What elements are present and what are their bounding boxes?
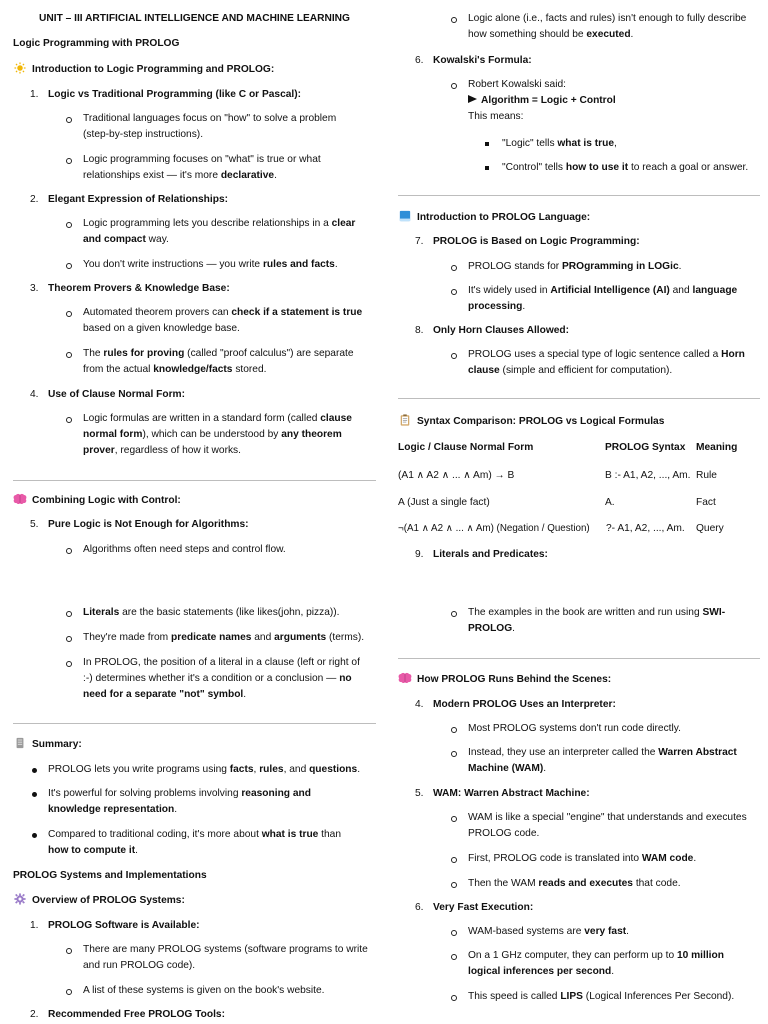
text: , and xyxy=(283,764,310,775)
text: Warren Abstract xyxy=(658,747,737,758)
overview-item-2-number: 2. xyxy=(30,1009,39,1020)
literals-bullet-2 xyxy=(13,630,376,646)
kowalski-formula: Algorithm = Logic + Control xyxy=(481,94,616,106)
item-3-title: Theorem Provers & Knowledge Base: xyxy=(48,283,230,294)
gear-icon xyxy=(13,893,27,905)
item-3-number: 3. xyxy=(30,283,39,294)
section-divider xyxy=(398,398,760,399)
text: to reach a goal or answer. xyxy=(628,162,749,173)
text: . xyxy=(626,926,630,937)
arrow-icon xyxy=(468,95,477,103)
table-row xyxy=(398,468,760,488)
table-header-cell: Meaning xyxy=(696,442,738,453)
item-4 xyxy=(13,387,376,403)
scroll-icon xyxy=(13,737,27,749)
text: Then the WAM xyxy=(468,878,539,889)
runs-item-6-bullet-1 xyxy=(398,924,760,940)
table-cell: ?- A1, A2, ..., Am. xyxy=(606,523,685,534)
text: WAM-based systems are xyxy=(468,926,585,937)
item-9-title: Literals and Predicates: xyxy=(433,549,548,560)
text: how to compute it xyxy=(48,844,136,856)
text: Automated theorem provers can xyxy=(83,307,232,318)
text: The xyxy=(83,348,104,359)
text: very fast xyxy=(584,926,627,937)
overview-item-1-title: PROLOG Software is Available: xyxy=(48,920,200,931)
kowalski-sub-1 xyxy=(398,136,760,152)
table-cell: Rule xyxy=(696,470,717,481)
text: processing xyxy=(468,300,523,312)
kowalski-title: Kowalski's Formula: xyxy=(433,55,532,66)
text: LIPS xyxy=(560,991,583,1002)
text: . xyxy=(678,261,682,272)
text: The examples in the book are written and run using xyxy=(468,607,703,618)
text: and run PROLOG code). xyxy=(83,959,196,971)
text: executed xyxy=(586,28,631,40)
text: . xyxy=(543,762,547,774)
text: how to use it xyxy=(565,162,629,173)
heading-combining-logic xyxy=(13,493,376,509)
page-title: UNIT – III ARTIFICIAL INTELLIGENCE AND MACHINE LEARNING xyxy=(39,13,350,24)
runs-item-5-number: 5. xyxy=(415,788,424,799)
runs-item-4-number: 4. xyxy=(415,699,424,710)
item-2-bullet-1 xyxy=(13,216,376,248)
text: any theorem xyxy=(281,428,342,440)
item-3-bullet-1 xyxy=(13,305,376,337)
text: (step-by-step instructions). xyxy=(83,128,204,140)
item-1-bullet-2 xyxy=(13,152,376,184)
item-1-number: 1. xyxy=(30,89,39,100)
item-1-bullet-1 xyxy=(13,111,376,143)
text: Instead, they use an interpreter called the xyxy=(468,747,659,758)
overview-item-2-title: Recommended Free PROLOG Tools: xyxy=(48,1009,225,1020)
text: way. xyxy=(145,233,169,245)
section-divider xyxy=(398,195,760,196)
item-2-title: Elegant Expression of Relationships: xyxy=(48,194,229,205)
heading-overview xyxy=(13,893,376,909)
item-1 xyxy=(13,87,376,103)
table-header-row xyxy=(398,440,760,464)
item-9 xyxy=(398,547,760,563)
item-8-bullet-1 xyxy=(398,347,760,379)
text: arguments xyxy=(274,632,327,643)
summary-bullet-1 xyxy=(13,762,376,778)
overview-item-1-bullet-2: A list of these systems is given on the book's website. xyxy=(13,983,376,999)
item-8 xyxy=(398,323,760,339)
table-cell: A. xyxy=(605,497,615,508)
text: no xyxy=(339,672,352,684)
heading-combining-logic-text: Combining Logic with Control: xyxy=(32,495,181,506)
text: . xyxy=(522,300,526,312)
text: (simple and efficient for computation). xyxy=(499,364,673,376)
text: . xyxy=(357,764,361,775)
text: . xyxy=(243,688,247,700)
item-7 xyxy=(398,234,760,250)
control-bullet xyxy=(398,11,760,43)
text: It's widely used in xyxy=(468,285,551,296)
text: reasoning and xyxy=(241,788,311,799)
heading-prolog-language xyxy=(398,210,760,226)
item-1-title: Logic vs Traditional Programming (like C or Pascal): xyxy=(48,89,302,100)
text: and compact xyxy=(83,233,146,245)
text: , regardless of how it works. xyxy=(114,444,241,456)
item-7-bullet-1 xyxy=(398,259,760,275)
text: On a 1 GHz computer, they can perform up to xyxy=(468,950,677,961)
text: Horn xyxy=(721,349,745,360)
text: prover xyxy=(83,444,115,456)
literals-bullet-1 xyxy=(13,605,376,621)
text: and xyxy=(251,632,275,643)
item-3 xyxy=(13,281,376,297)
text: how something should be xyxy=(468,28,587,40)
item-4-title: Use of Clause Normal Form: xyxy=(48,389,185,400)
item-5-title: Pure Logic is Not Enough for Algorithms: xyxy=(48,519,249,530)
text: (terms). xyxy=(326,632,365,643)
heading-summary xyxy=(13,737,376,753)
section-title-prolog-systems: PROLOG Systems and Implementations xyxy=(13,870,207,881)
text: There are many PROLOG systems (software programs to write xyxy=(83,944,368,955)
table-cell: B :- A1, A2, ..., Am. xyxy=(605,470,691,481)
syntax-table xyxy=(398,440,760,534)
text: Literals xyxy=(83,607,120,618)
text: Logic programming lets you describe relationships in a xyxy=(83,218,332,229)
item-5 xyxy=(13,517,376,533)
text: ), which can be understood by xyxy=(142,428,282,440)
item-2-number: 2. xyxy=(30,194,39,205)
text: . xyxy=(135,844,138,856)
text: Logic formulas are written in a standard form (called xyxy=(83,413,321,424)
text: rules and facts xyxy=(262,259,335,270)
text: :-) determines whether it's a condition or a conclusion — xyxy=(83,672,340,684)
heading-prolog-language-text: Introduction to PROLOG Language: xyxy=(417,212,591,223)
text: This speed is called xyxy=(468,991,561,1002)
runs-item-5-bullet-2 xyxy=(398,851,760,867)
text: This means: xyxy=(468,110,524,122)
runs-item-5 xyxy=(398,786,760,802)
heading-syntax-comparison xyxy=(398,414,760,430)
section-divider xyxy=(13,723,376,724)
item-7-bullet-2 xyxy=(398,283,760,315)
text: WAM code xyxy=(641,853,694,864)
text: SWI- xyxy=(702,607,726,618)
item-8-title: Only Horn Clauses Allowed: xyxy=(433,325,570,336)
runs-item-6 xyxy=(398,900,760,916)
runs-item-6-bullet-2 xyxy=(398,948,760,980)
text: are the basic statements (like likes(john, pizza)). xyxy=(119,607,340,618)
runs-item-6-bullet-3 xyxy=(398,989,760,1005)
literals-bullet-3 xyxy=(13,655,376,702)
item-7-title: PROLOG is Based on Logic Programming: xyxy=(433,236,640,247)
text: , xyxy=(253,764,260,775)
kowalski-sub-2 xyxy=(398,160,760,176)
table-header-cell: PROLOG Syntax xyxy=(605,442,686,453)
text: PROLOG uses a special type of logic sentence called a xyxy=(468,349,722,360)
text: (called "proof calculus") are separate xyxy=(184,348,354,359)
text: clear xyxy=(331,218,356,229)
text: and xyxy=(669,285,693,296)
text: PROLOG stands for xyxy=(468,261,562,272)
heading-syntax-comparison-text: Syntax Comparison: PROLOG vs Logical Formulas xyxy=(417,416,665,427)
kowalski-number: 6. xyxy=(415,55,424,66)
text: 10 million xyxy=(676,950,724,961)
kowalski-item xyxy=(398,53,760,69)
table-row xyxy=(398,521,760,541)
text: declarative xyxy=(220,169,275,181)
text: PROLOG lets you write programs using xyxy=(48,764,230,775)
text: , xyxy=(613,138,617,149)
runs-item-4-bullet-1: Most PROLOG systems don't run code directly. xyxy=(398,721,760,737)
text: WAM is like a special "engine" that understands and executes xyxy=(468,812,747,823)
overview-item-2 xyxy=(13,1007,376,1023)
table-cell: (A1 ∧ A2 ∧ ... ∧ Am) → B xyxy=(398,470,515,481)
runs-item-4-bullet-2 xyxy=(398,745,760,777)
runs-item-4-title: Modern PROLOG Uses an Interpreter: xyxy=(433,699,616,710)
text: from the actual xyxy=(83,363,154,375)
kowalski-bullet xyxy=(398,77,760,124)
summary-bullet-3 xyxy=(13,827,376,859)
text: rules xyxy=(259,764,284,775)
text: what is true xyxy=(557,138,614,149)
overview-item-1-bullet-1 xyxy=(13,942,376,974)
text: . xyxy=(512,622,515,634)
text: than xyxy=(318,829,342,840)
book-icon xyxy=(398,210,412,222)
text: Machine (WAM) xyxy=(468,762,544,774)
text: normal form xyxy=(83,428,143,440)
table-cell: ¬(A1 ∧ A2 ∧ ... ∧ Am) (Negation / Question) xyxy=(398,523,590,534)
text: language xyxy=(692,285,738,296)
runs-item-5-bullet-3 xyxy=(398,876,760,892)
text: facts xyxy=(229,764,254,775)
runs-item-5-bullet-1 xyxy=(398,810,760,842)
runs-item-6-number: 6. xyxy=(415,902,424,913)
text: rules for proving xyxy=(103,348,185,359)
item-4-bullet-1 xyxy=(13,411,376,458)
overview-item-1-number: 1. xyxy=(30,920,39,931)
text: They're made from xyxy=(83,632,172,643)
text: "Control" tells xyxy=(502,162,566,173)
text: that code. xyxy=(632,878,681,889)
text: Artificial Intelligence (AI) xyxy=(550,285,670,296)
text: PROLOG code. xyxy=(468,827,540,839)
heading-summary-text: Summary: xyxy=(32,739,82,750)
table-row xyxy=(398,495,760,515)
text: stored. xyxy=(232,363,267,375)
text: You don't write instructions — you write xyxy=(83,259,263,270)
text: PROLOG xyxy=(468,622,513,634)
text: It's powerful for solving problems involving xyxy=(48,788,242,799)
table-header-cell: Logic / Clause Normal Form xyxy=(398,442,534,453)
item-9-number: 9. xyxy=(415,549,424,560)
sun-icon xyxy=(13,62,27,74)
text: PROgramming in LOGic xyxy=(562,261,679,272)
text: . xyxy=(693,853,697,864)
text: questions xyxy=(309,764,358,775)
text: knowledge representation xyxy=(48,803,175,815)
text: reads and executes xyxy=(538,878,633,889)
text: Logic alone (i.e., facts and rules) isn't enough to fully describe xyxy=(468,13,747,24)
item-8-number: 8. xyxy=(415,325,424,336)
text: clause xyxy=(468,364,500,376)
runs-item-4 xyxy=(398,697,760,713)
item-2 xyxy=(13,192,376,208)
heading-how-prolog-runs xyxy=(398,672,760,688)
text: . xyxy=(174,803,178,815)
runs-item-5-title: WAM: Warren Abstract Machine: xyxy=(433,788,590,799)
text: "Logic" tells xyxy=(502,138,558,149)
heading-how-prolog-runs-text: How PROLOG Runs Behind the Scenes: xyxy=(417,674,612,685)
heading-overview-text: Overview of PROLOG Systems: xyxy=(32,895,185,906)
table-cell: Fact xyxy=(696,497,716,508)
text: knowledge/facts xyxy=(153,363,233,375)
text: . xyxy=(334,259,338,270)
text: . xyxy=(630,28,634,40)
text: clause xyxy=(320,413,352,424)
text: what is true xyxy=(261,829,319,840)
text: logical inferences per second xyxy=(468,965,612,977)
runs-item-6-title: Very Fast Execution: xyxy=(433,902,534,913)
heading-introduction xyxy=(13,62,376,78)
text: predicate names xyxy=(171,632,252,643)
summary-bullet-2 xyxy=(13,786,376,818)
brain-icon xyxy=(398,672,412,684)
text: First, PROLOG code is translated into xyxy=(468,853,642,864)
item-5-number: 5. xyxy=(30,519,39,530)
text: Compared to traditional coding, it's more about xyxy=(48,829,262,840)
text: check if a statement is true xyxy=(231,307,363,318)
text: based on a given knowledge base. xyxy=(83,322,240,334)
text: (Logical Inferences Per Second). xyxy=(582,991,735,1002)
section-title-logic-programming: Logic Programming with PROLOG xyxy=(13,38,180,49)
section-divider xyxy=(398,658,760,659)
heading-introduction-text: Introduction to Logic Programming and PROLOG: xyxy=(32,64,275,75)
text: Robert Kowalski said: xyxy=(468,79,566,90)
table-cell: Query xyxy=(696,523,724,534)
text: Traditional languages focus on "how" to solve a problem xyxy=(83,113,337,124)
text: relationships exist — it's more xyxy=(83,169,221,181)
swi-prolog-bullet xyxy=(398,605,760,637)
item-7-number: 7. xyxy=(415,236,424,247)
text: . xyxy=(611,965,615,977)
overview-item-1 xyxy=(13,918,376,934)
item-2-bullet-2 xyxy=(13,257,376,273)
item-3-bullet-2 xyxy=(13,346,376,378)
item-4-number: 4. xyxy=(30,389,39,400)
table-cell: A (Just a single fact) xyxy=(398,497,490,508)
text: In PROLOG, the position of a literal in a clause (left or right of xyxy=(83,657,360,668)
clipboard-icon xyxy=(398,414,412,426)
text: . xyxy=(274,169,277,181)
section-divider xyxy=(13,480,376,481)
item-5-bullet-1: Algorithms often need steps and control flow. xyxy=(13,542,376,558)
text: Logic programming focuses on "what" is true or what xyxy=(83,154,321,165)
text: need for a separate "not" symbol xyxy=(83,688,244,700)
brain-icon xyxy=(13,493,27,505)
